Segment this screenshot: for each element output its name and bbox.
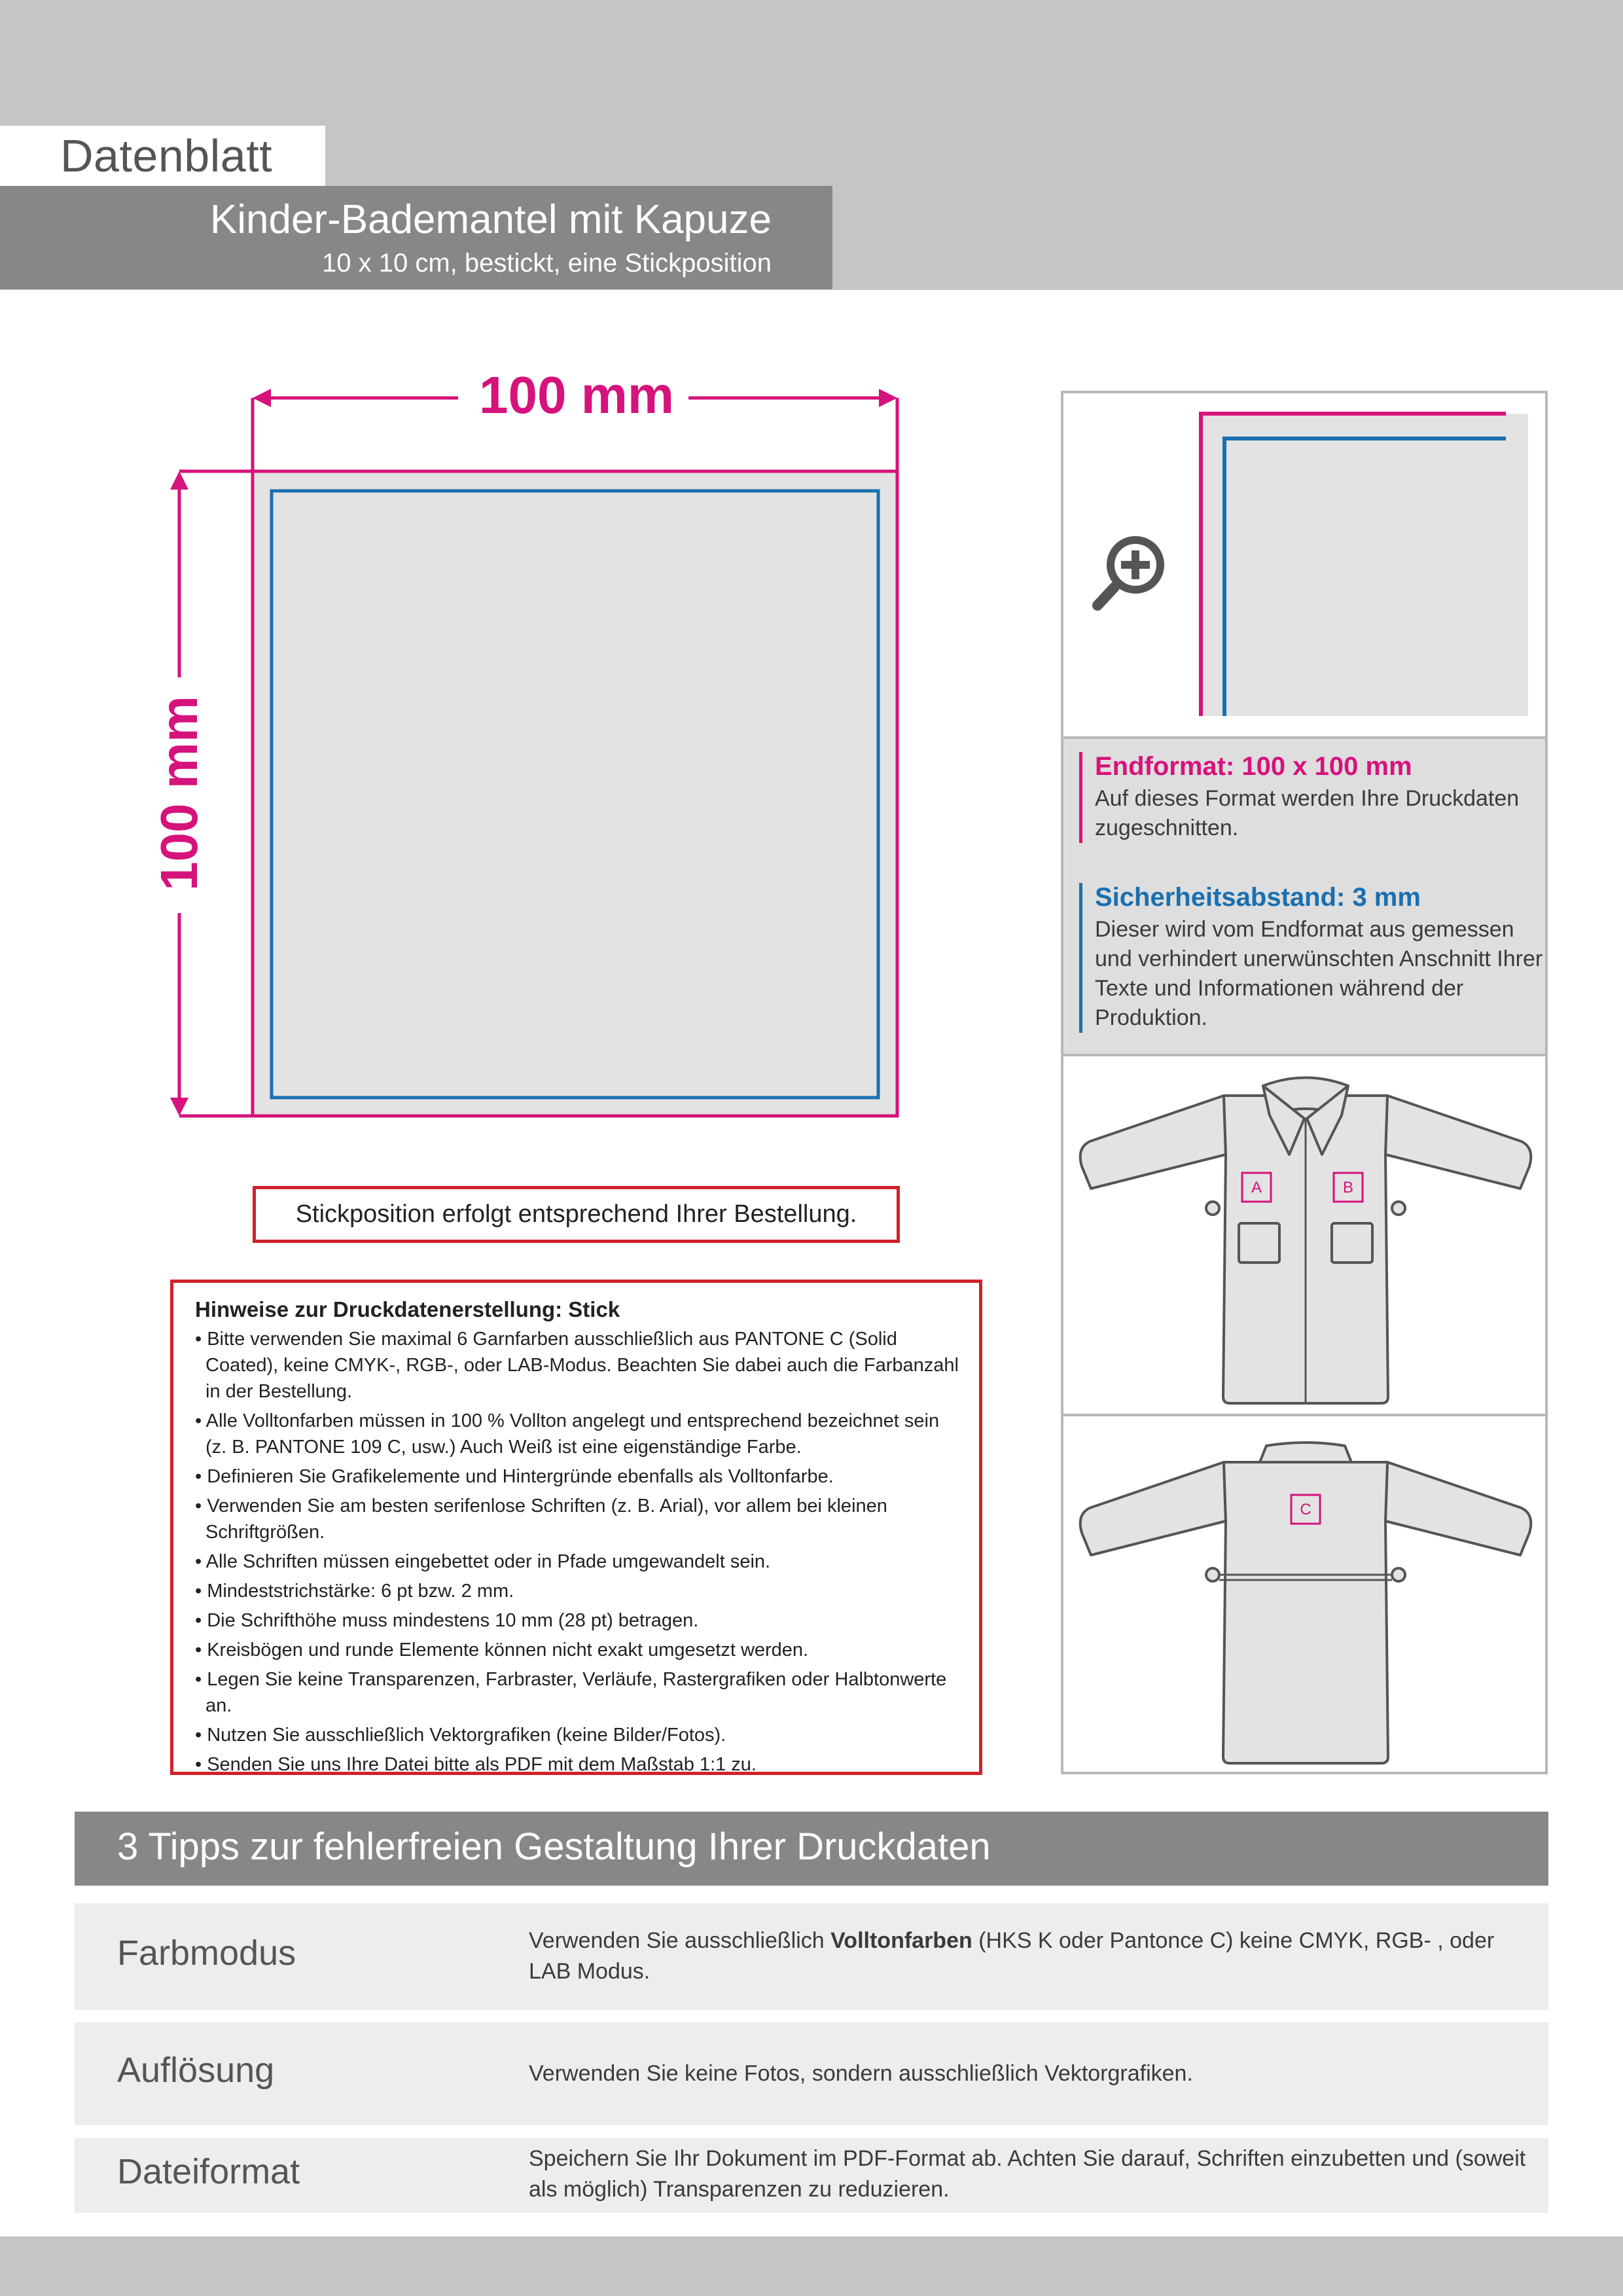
format-info — [1063, 739, 1545, 1054]
format-area — [253, 471, 897, 1116]
endformat-text: Auf dieses Format werden Ihre Druckdaten zugeschnitten. — [1095, 786, 1520, 840]
embroidery-position-notice: Stickposition erfolgt entsprechend Ihrer Bestellung. — [253, 1186, 900, 1243]
tip-row-aufloesung — [75, 2022, 1548, 2125]
hint-item: • Verwenden Sie am besten serifenlose Schriften (z. B. Arial), vor allem bei kleinen Schriftgrößen. — [195, 1496, 887, 1543]
hints-list — [195, 1326, 959, 1778]
endformat-title: Endformat: 100 x 100 mm — [1095, 752, 1412, 781]
svg-text:B: B — [1342, 1179, 1354, 1196]
endformat-bar — [1079, 752, 1082, 843]
zoom-in-icon — [1097, 536, 1164, 605]
tips-header-title: 3 Tipps zur fehlerfreien Gestaltung Ihrer Druckdaten — [117, 1825, 991, 1868]
endformat-info — [1079, 752, 1545, 843]
hint-item: • Alle Schriften müssen eingebettet oder in Pfade umgewandelt sein. — [195, 1551, 771, 1572]
tip-text-part: Verwenden Sie ausschließlich — [529, 1928, 831, 1953]
hint-item: • Senden Sie uns Ihre Datei bitte als PDF mit dem Maßstab 1:1 zu. — [195, 1754, 757, 1775]
hint-item: • Nutzen Sie ausschließlich Vektorgrafiken (keine Bilder/Fotos). — [195, 1725, 726, 1746]
tip-row-dateiformat — [75, 2138, 1548, 2213]
product-subtitle: 10 x 10 cm, bestickt, eine Stickposition — [322, 249, 772, 278]
hint-item: • Mindeststrichstärke: 6 pt bzw. 2 mm. — [195, 1581, 514, 1602]
svg-text:A: A — [1251, 1179, 1262, 1196]
tip-text: Speichern Sie Ihr Dokument im PDF-Format ab. Achten Sie darauf, Schriften einzubetten und (soweit als möglich) Transparenzen zu reduzieren. — [529, 2146, 1526, 2202]
tips-header — [75, 1812, 1548, 1886]
tip-text: Verwenden Sie keine Fotos, sondern ausschließlich Vektorgrafiken. — [529, 2061, 1193, 2086]
info-panel — [1061, 391, 1548, 1774]
robe-front-illustration — [1063, 1056, 1545, 1414]
tip-text — [529, 1926, 1530, 1987]
tip-row-farbmodus — [75, 1903, 1548, 2010]
zoom-detail-graphic — [1063, 393, 1545, 736]
footer-band — [0, 2236, 1623, 2296]
hint-item: • Alle Volltonfarben müssen in 100 % Vollton angelegt und entsprechend bezeichnet sein (z. B. PANTONE 109 C, usw.) Auch Weiß ist eine eigenständige Farbe. — [195, 1410, 940, 1458]
hint-item: • Legen Sie keine Transparenzen, Farbraster, Verläufe, Rastergrafiken oder Halbtonwerte an. — [195, 1669, 947, 1716]
safety-text: Dieser wird vom Endformat aus gemessen und verhindert unerwünschten Anschnitt Ihrer Texte und Informationen während der Produktion. — [1095, 917, 1543, 1030]
tip-text-part: (HKS K oder Pantonce C) keine CMYK, RGB- , oder LAB Modus. — [529, 1928, 1495, 1984]
robe-back-illustration — [1063, 1416, 1545, 1774]
hint-item: • Definieren Sie Grafikelemente und Hintergründe ebenfalls als Volltonfarbe. — [195, 1466, 834, 1487]
tip-label: Auflösung — [117, 2051, 275, 2090]
svg-text:C: C — [1300, 1501, 1311, 1518]
hint-item: • Die Schrifthöhe muss mindestens 10 mm (28 pt) betragen. — [195, 1610, 699, 1631]
tip-text-bold: Volltonfarben — [830, 1928, 972, 1953]
product-title: Kinder-Bademantel mit Kapuze — [209, 197, 772, 242]
hints-title: Hinweise zur Druckdatenerstellung: Stick — [195, 1297, 620, 1321]
height-label: 100 mm — [150, 696, 208, 891]
tip-label: Farbmodus — [117, 1933, 296, 1973]
hints-box — [170, 1280, 982, 1775]
hint-item: • Kreisbögen und runde Elemente können nicht exakt umgesetzt werden. — [195, 1640, 809, 1660]
safety-title: Sicherheitsabstand: 3 mm — [1095, 883, 1421, 912]
safety-bar — [1079, 883, 1082, 1033]
tip-label: Dateiformat — [117, 2152, 300, 2191]
zoom-detail — [1063, 393, 1545, 736]
width-label: 100 mm — [479, 366, 674, 424]
safety-info — [1079, 883, 1545, 1033]
hint-item: • Bitte verwenden Sie maximal 6 Garnfarben ausschließlich aus PANTONE C (Solid Coated), keine CMYK-, RGB-, oder LAB-Modus. Beachten Sie dabei auch die Farbanzahl in der Bestellung. — [195, 1329, 959, 1402]
datasheet-label: Datenblatt — [60, 130, 273, 181]
